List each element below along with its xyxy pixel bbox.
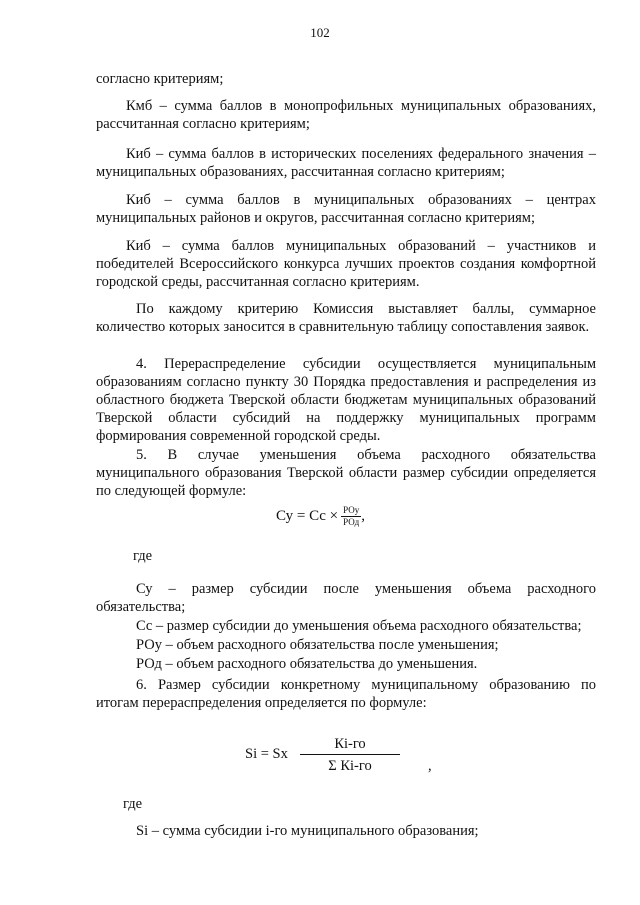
formula-2-denominator: Σ Кi-го (328, 758, 372, 774)
formula-1-lhs: Су = Сс × (276, 507, 339, 524)
formula-2-tail: , (428, 758, 432, 774)
formula-1-numerator: РОу (343, 505, 360, 515)
paragraph: Si – сумма субсидии i-го муниципального образования; (136, 823, 479, 839)
paragraph: Сс – размер субсидии до уменьшения объема расходного обязательства; (136, 618, 582, 634)
paragraph: Су – размер субсидии после уменьшения объема расходного обязательства; (96, 581, 596, 615)
formula-1-tail: , (361, 507, 366, 524)
paragraph: Киб – сумма баллов в исторических поселениях федерального значения – муниципальных образованиях, рассчитанная согласно критериям; (96, 146, 596, 180)
paragraph: Кмб – сумма баллов в монопрофильных муниципальных образованиях, рассчитанная согласно критериям; (96, 98, 596, 132)
where-label: где (123, 796, 143, 812)
page-number: 102 (310, 25, 330, 40)
paragraph: Киб – сумма баллов муниципальных образований – участников и победителей Всероссийского конкурса лучших проектов создания комфортной городской среды, рассчитанная согласно критериям. (96, 238, 596, 290)
paragraph: 4. Перераспределение субсидии осуществляется муниципальным образованиям согласно пункту 30 Порядка предоставления и распределения из областного бюджета Тверской области бюджетам муниципальных образований Тверской области субсидий на поддержку муниципальных программ формирования современной городской среды. (96, 356, 596, 444)
paragraph: РОу – объем расходного обязательства после уменьшения; (136, 637, 499, 653)
formula-2-fraction-bar (300, 754, 400, 755)
formula-1-denominator: РОд (343, 517, 360, 527)
formula-1 (276, 505, 365, 528)
paragraph: 6. Размер субсидии конкретному муниципальному образованию по итогам перераспределения определяется по формуле: (96, 677, 596, 711)
formula-2 (245, 735, 445, 775)
paragraph: 5. В случае уменьшения объема расходного обязательства муниципального образования Тверской области размер субсидии определяется по следующей формуле: (96, 447, 596, 499)
paragraph: согласно критериям; (96, 71, 224, 87)
formula-2-lhs: Si = Sx (245, 746, 288, 762)
formula-2-numerator: Кi-го (334, 736, 366, 752)
paragraph: По каждому критерию Комиссия выставляет баллы, суммарное количество которых заносится в сравнительную таблицу сопоставления заявок. (96, 301, 596, 335)
where-label: где (133, 548, 153, 564)
paragraph: РОд – объем расходного обязательства до уменьшения. (136, 656, 478, 672)
paragraph: Киб – сумма баллов в муниципальных образованиях – центрах муниципальных районов и округов, рассчитанная согласно критериям; (96, 192, 596, 226)
formula-1-fraction (341, 505, 361, 528)
